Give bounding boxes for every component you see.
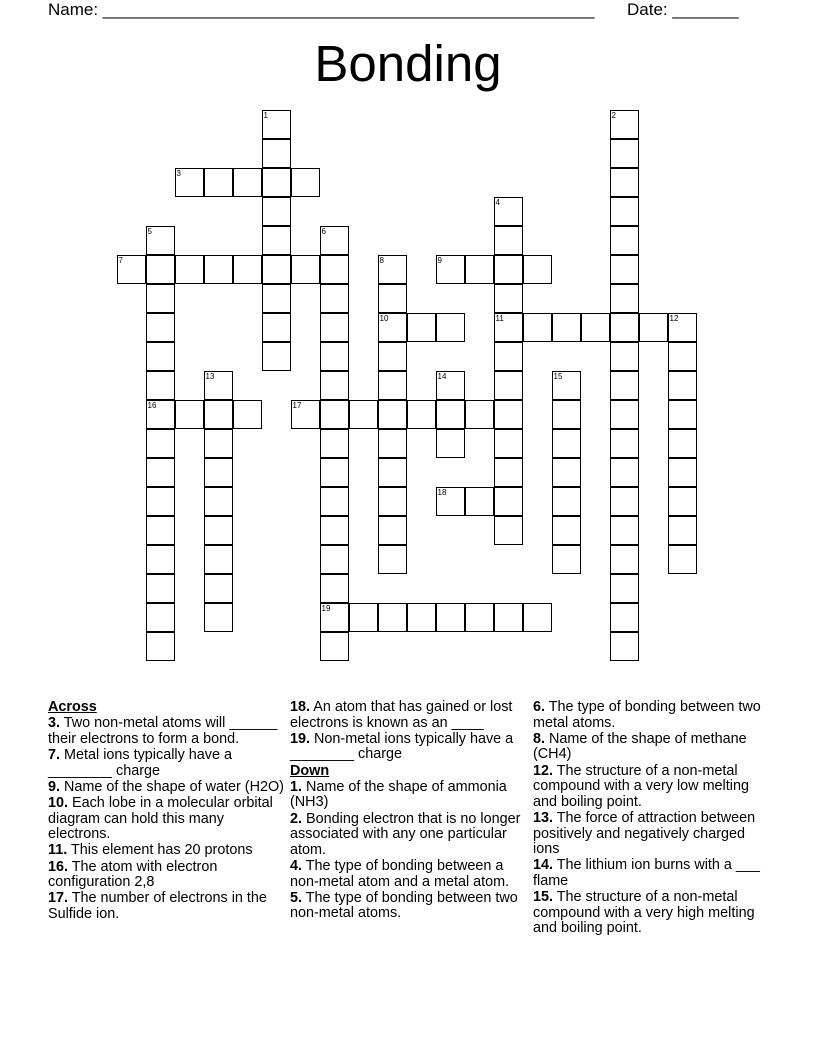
grid-cell[interactable]: [523, 603, 552, 632]
grid-cell[interactable]: [610, 110, 639, 139]
grid-cell[interactable]: [668, 400, 697, 429]
clue-text: Bonding electron that is no longer associated with any one particular atom.: [290, 810, 521, 858]
grid-cell[interactable]: [146, 516, 175, 545]
clue-text: The type of bonding between a non-metal atom and a metal atom.: [290, 857, 510, 890]
grid-cell[interactable]: [204, 516, 233, 545]
grid-cell[interactable]: [262, 110, 291, 139]
clue-number-label: 10: [379, 314, 389, 323]
grid-cell[interactable]: [610, 139, 639, 168]
clue-number-label: 17: [292, 401, 302, 410]
grid-cell[interactable]: [610, 255, 639, 284]
grid-cell[interactable]: [494, 342, 523, 371]
grid-cell[interactable]: [378, 255, 407, 284]
clue-across-7: [48, 748, 284, 779]
grid-cell[interactable]: [320, 458, 349, 487]
grid-cell[interactable]: [494, 400, 523, 429]
clues-column-3: [533, 700, 769, 937]
grid-cell[interactable]: [204, 458, 233, 487]
grid-cell[interactable]: [262, 255, 291, 284]
down-heading: Down: [290, 762, 330, 779]
clue-number-label: 13: [205, 372, 215, 381]
grid-cell[interactable]: [581, 313, 610, 342]
grid-cell[interactable]: [320, 603, 349, 632]
grid-cell[interactable]: [610, 313, 639, 342]
clue-down-8: [533, 732, 769, 763]
grid-cell[interactable]: [262, 284, 291, 313]
clue-number: 17.: [48, 890, 69, 907]
clue-number: 12.: [533, 762, 554, 779]
clue-number-label: 19: [321, 604, 331, 613]
grid-cell[interactable]: [668, 545, 697, 574]
grid-cell[interactable]: [436, 371, 465, 400]
grid-cell[interactable]: [320, 487, 349, 516]
grid-cell[interactable]: [494, 603, 523, 632]
grid-cell[interactable]: [639, 313, 668, 342]
clue-across-11: [48, 843, 284, 859]
grid-cell[interactable]: [204, 255, 233, 284]
grid-cell[interactable]: [233, 400, 262, 429]
grid-cell[interactable]: [494, 371, 523, 400]
grid-cell[interactable]: [378, 284, 407, 313]
grid-cell[interactable]: [233, 255, 262, 284]
clue-number-label: 14: [437, 372, 447, 381]
clues-column-2: [290, 700, 526, 922]
clue-number: 5.: [290, 889, 303, 906]
grid-cell[interactable]: [262, 197, 291, 226]
clue-number-label: 12: [669, 314, 679, 323]
grid-cell[interactable]: [146, 371, 175, 400]
clue-number-label: 11: [495, 314, 504, 323]
grid-cell[interactable]: [146, 545, 175, 574]
grid-cell[interactable]: [610, 574, 639, 603]
grid-cell[interactable]: [552, 313, 581, 342]
clue-down-12: [533, 764, 769, 811]
grid-cell[interactable]: [204, 487, 233, 516]
grid-cell[interactable]: [610, 429, 639, 458]
grid-cell[interactable]: [436, 603, 465, 632]
grid-cell[interactable]: [262, 139, 291, 168]
grid-cell[interactable]: [378, 603, 407, 632]
clue-number: 15.: [533, 889, 554, 906]
grid-cell[interactable]: [610, 545, 639, 574]
clue-text: Name of the shape of methane (CH4): [533, 730, 747, 763]
clue-text: The number of electrons in the Sulfide ion.: [48, 890, 267, 922]
grid-cell[interactable]: [349, 400, 378, 429]
grid-cell[interactable]: [262, 226, 291, 255]
grid-cell[interactable]: [146, 574, 175, 603]
grid-cell[interactable]: [320, 255, 349, 284]
grid-cell[interactable]: [552, 400, 581, 429]
grid-cell[interactable]: [610, 487, 639, 516]
grid-cell[interactable]: [262, 168, 291, 197]
grid-cell[interactable]: [146, 487, 175, 516]
grid-cell[interactable]: [494, 313, 523, 342]
clue-number: 10.: [48, 794, 69, 811]
grid-cell[interactable]: [552, 458, 581, 487]
grid-cell[interactable]: [146, 458, 175, 487]
grid-cell[interactable]: [378, 342, 407, 371]
clue-number: 16.: [48, 858, 69, 875]
clue-number-label: 18: [437, 488, 447, 497]
clue-number: 3.: [48, 715, 61, 732]
clue-down-2: [290, 812, 526, 859]
clue-number: 1.: [290, 778, 303, 795]
grid-cell[interactable]: [320, 632, 349, 661]
grid-cell[interactable]: [204, 545, 233, 574]
grid-cell[interactable]: [552, 545, 581, 574]
grid-cell[interactable]: [494, 197, 523, 226]
grid-cell[interactable]: [320, 429, 349, 458]
clue-number: 18.: [290, 699, 311, 715]
grid-cell[interactable]: [175, 255, 204, 284]
grid-cell[interactable]: [349, 603, 378, 632]
clue-number: 7.: [48, 746, 61, 763]
clue-number-label: 2: [611, 111, 616, 120]
grid-cell[interactable]: [436, 487, 465, 516]
clue-number-label: 15: [553, 372, 563, 381]
grid-cell[interactable]: [552, 516, 581, 545]
clue-down-15: [533, 890, 769, 937]
clue-text: The structure of a non-metal compound with a very low melting and boiling point.: [533, 762, 749, 810]
clue-text: Name of the shape of water (H2O): [60, 778, 284, 795]
grid-cell[interactable]: [378, 400, 407, 429]
clue-down-4: [290, 859, 526, 890]
grid-cell[interactable]: [668, 516, 697, 545]
grid-cell[interactable]: [204, 168, 233, 197]
grid-cell[interactable]: [320, 371, 349, 400]
grid-cell[interactable]: [610, 226, 639, 255]
grid-cell[interactable]: [494, 458, 523, 487]
grid-cell[interactable]: [465, 400, 494, 429]
grid-cell[interactable]: [436, 255, 465, 284]
clue-number-label: 6: [321, 227, 326, 236]
grid-cell[interactable]: [117, 255, 146, 284]
grid-cell[interactable]: [407, 313, 436, 342]
clue-text: The structure of a non-metal compound with a very high melting and boiling point.: [533, 889, 755, 937]
name-line: Name: ____________________________________________________: [48, 0, 595, 19]
clue-across-16: [48, 860, 284, 891]
grid-cell[interactable]: [610, 603, 639, 632]
grid-cell[interactable]: [465, 487, 494, 516]
clue-text: An atom that has gained or lost electrons is known as an ____: [290, 699, 513, 731]
grid-cell[interactable]: [610, 284, 639, 313]
clue-down-13: [533, 811, 769, 858]
grid-cell[interactable]: [146, 632, 175, 661]
clue-text: The atom with electron configuration 2,8: [48, 858, 218, 891]
grid-cell[interactable]: [204, 574, 233, 603]
grid-cell[interactable]: [407, 603, 436, 632]
grid-cell[interactable]: [378, 545, 407, 574]
clue-text: Name of the shape of ammonia (NH3): [290, 778, 507, 811]
grid-cell[interactable]: [204, 371, 233, 400]
grid-cell[interactable]: [436, 429, 465, 458]
grid-cell[interactable]: [494, 255, 523, 284]
grid-cell[interactable]: [523, 255, 552, 284]
grid-cell[interactable]: [146, 342, 175, 371]
grid-cell[interactable]: [320, 516, 349, 545]
across-heading: Across: [48, 699, 97, 715]
grid-cell[interactable]: [494, 516, 523, 545]
grid-cell[interactable]: [320, 545, 349, 574]
clue-text: Two non-metal atoms will ______ their electrons to form a bond.: [48, 715, 278, 747]
grid-cell[interactable]: [436, 400, 465, 429]
grid-cell[interactable]: [320, 342, 349, 371]
grid-cell[interactable]: [262, 342, 291, 371]
grid-cell[interactable]: [291, 168, 320, 197]
clue-down-1: [290, 780, 526, 811]
clue-across-10: [48, 796, 284, 843]
grid-cell[interactable]: [233, 168, 262, 197]
grid-cell[interactable]: [320, 226, 349, 255]
clue-number: 11.: [48, 842, 68, 859]
grid-cell[interactable]: [146, 313, 175, 342]
grid-cell[interactable]: [610, 458, 639, 487]
grid-cell[interactable]: [610, 168, 639, 197]
grid-cell[interactable]: [407, 400, 436, 429]
grid-cell[interactable]: [668, 313, 697, 342]
clue-number: 14.: [533, 857, 554, 874]
clue-text: The lithium ion burns with a ___ flame: [533, 857, 760, 889]
grid-cell[interactable]: [668, 487, 697, 516]
date-line: Date: _______: [627, 0, 739, 19]
clue-across-3: [48, 716, 284, 747]
grid-cell[interactable]: [552, 487, 581, 516]
clue-across-9: [48, 780, 284, 796]
grid-cell[interactable]: [146, 226, 175, 255]
grid-cell[interactable]: [494, 284, 523, 313]
grid-cell[interactable]: [175, 168, 204, 197]
grid-cell[interactable]: [552, 371, 581, 400]
grid-cell[interactable]: [320, 574, 349, 603]
clue-text: Non-metal ions typically have a ________ charge: [290, 730, 514, 763]
grid-cell[interactable]: [465, 255, 494, 284]
grid-cell[interactable]: [146, 603, 175, 632]
clue-number: 6.: [533, 699, 546, 715]
grid-cell[interactable]: [610, 342, 639, 371]
grid-cell[interactable]: [494, 226, 523, 255]
grid-cell[interactable]: [378, 458, 407, 487]
clue-down-6: [533, 700, 769, 731]
grid-cell[interactable]: [320, 400, 349, 429]
grid-cell[interactable]: [378, 371, 407, 400]
clue-number-label: 4: [495, 198, 500, 207]
grid-cell[interactable]: [146, 400, 175, 429]
clue-number-label: 9: [437, 256, 442, 265]
grid-cell[interactable]: [610, 371, 639, 400]
clue-number: 9.: [48, 778, 61, 795]
clue-number: 2.: [290, 810, 303, 827]
grid-cell[interactable]: [494, 487, 523, 516]
grid-cell[interactable]: [552, 429, 581, 458]
clue-number: 13.: [533, 809, 554, 826]
clue-number-label: 5: [147, 227, 152, 236]
grid-cell[interactable]: [204, 429, 233, 458]
page-title: Bonding: [314, 35, 502, 92]
clue-number-label: 8: [379, 256, 384, 265]
clue-text: This element has 20 protons: [67, 842, 253, 859]
grid-cell[interactable]: [146, 284, 175, 313]
clue-text: The type of bonding between two metal atoms.: [533, 699, 761, 731]
grid-cell[interactable]: [668, 342, 697, 371]
grid-cell[interactable]: [204, 603, 233, 632]
clue-down-14: [533, 858, 769, 889]
clue-down-5: [290, 891, 526, 922]
clue-text: Each lobe in a molecular orbital diagram can hold this many electrons.: [48, 794, 273, 843]
clue-number-label: 1: [263, 111, 268, 120]
clues-column-1: [48, 700, 284, 923]
grid-cell[interactable]: [378, 516, 407, 545]
clue-across-17: [48, 891, 284, 922]
grid-cell[interactable]: [262, 313, 291, 342]
clue-text: The type of bonding between two non-metal atoms.: [290, 889, 518, 922]
grid-cell[interactable]: [668, 371, 697, 400]
clue-text: The force of attraction between positively and negatively charged ions: [533, 809, 756, 858]
grid-cell[interactable]: [610, 400, 639, 429]
clue-number-label: 16: [147, 401, 157, 410]
grid-cell[interactable]: [320, 313, 349, 342]
clue-across-18: [290, 700, 526, 731]
grid-cell[interactable]: [610, 632, 639, 661]
grid-cell[interactable]: [610, 197, 639, 226]
grid-cell[interactable]: [668, 429, 697, 458]
grid-cell[interactable]: [494, 429, 523, 458]
grid-cell[interactable]: [291, 400, 320, 429]
grid-cell[interactable]: [378, 487, 407, 516]
grid-cell[interactable]: [146, 429, 175, 458]
grid-cell[interactable]: [523, 313, 552, 342]
grid-cell[interactable]: [146, 255, 175, 284]
clue-across-19: [290, 732, 526, 763]
grid-cell[interactable]: [291, 255, 320, 284]
clue-number-label: 7: [118, 256, 123, 265]
clue-number: 19.: [290, 730, 311, 747]
grid-cell[interactable]: [204, 400, 233, 429]
grid-cell[interactable]: [378, 313, 407, 342]
grid-cell[interactable]: [610, 516, 639, 545]
clue-number-label: 3: [176, 169, 181, 178]
grid-cell[interactable]: [668, 458, 697, 487]
grid-cell[interactable]: [378, 429, 407, 458]
grid-cell[interactable]: [175, 400, 204, 429]
clue-text: Metal ions typically have a ________ charge: [48, 746, 232, 779]
clue-number: 4.: [290, 857, 303, 874]
clue-number: 8.: [533, 730, 546, 747]
grid-cell[interactable]: [465, 603, 494, 632]
grid-cell[interactable]: [436, 313, 465, 342]
grid-cell[interactable]: [320, 284, 349, 313]
